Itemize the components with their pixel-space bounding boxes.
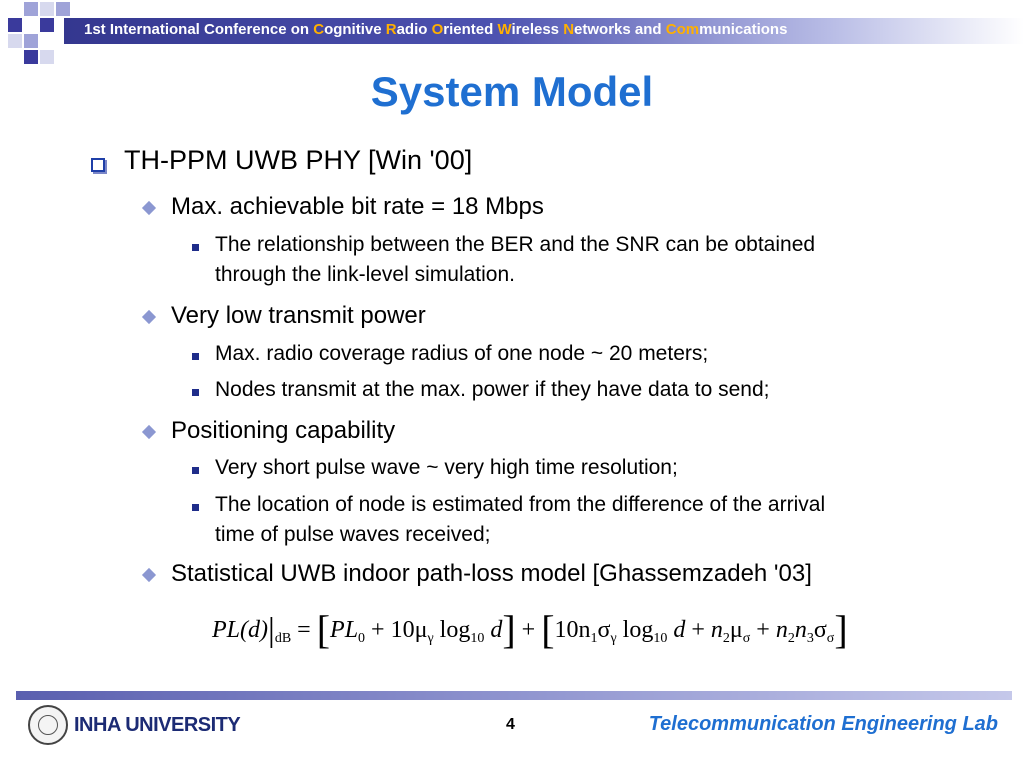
banner-highlight-letter: W bbox=[497, 21, 512, 38]
bullet-transmit-power: Very low transmit power bbox=[171, 302, 426, 329]
slide-title: System Model bbox=[370, 68, 654, 115]
diamond-bullet-icon bbox=[142, 201, 156, 215]
bullet-phy: TH-PPM UWB PHY [Win '00] bbox=[124, 145, 473, 175]
lab-name: Telecommunication Engineering Lab bbox=[648, 713, 998, 735]
deco-square bbox=[8, 18, 22, 32]
square-bullet-icon bbox=[192, 244, 199, 251]
banner-text-segment: ognitive bbox=[324, 21, 386, 38]
bullet-pulse-wave: Very short pulse wave ~ very high time resolution; bbox=[215, 456, 678, 479]
banner-text-segment: etworks and bbox=[574, 21, 666, 38]
banner-text-segment: ireless bbox=[511, 21, 564, 38]
page-number: 4 bbox=[506, 716, 515, 733]
university-seal-icon bbox=[28, 705, 68, 745]
banner-highlight-letter: O bbox=[431, 21, 444, 38]
square-bullet-icon bbox=[192, 389, 199, 396]
square-bullet-icon bbox=[192, 467, 199, 474]
bullet-max-power: Nodes transmit at the max. power if they have data to send; bbox=[215, 378, 770, 401]
deco-square bbox=[24, 2, 38, 16]
hollow-square-bullet-icon bbox=[91, 158, 105, 172]
banner-text-segment: riented bbox=[443, 21, 498, 38]
footer-bar bbox=[16, 691, 1012, 700]
bullet-location: The location of node is estimated from the difference of the arrival bbox=[215, 493, 826, 516]
deco-square bbox=[40, 2, 54, 16]
bullet-bit-rate: Max. achievable bit rate = 18 Mbps bbox=[171, 193, 544, 220]
diamond-bullet-icon bbox=[142, 310, 156, 324]
bullet-ber-snr-cont: through the link-level simulation. bbox=[215, 263, 515, 286]
university-name: INHA UNIVERSITY bbox=[74, 714, 241, 736]
bullet-positioning: Positioning capability bbox=[171, 417, 396, 444]
banner-highlight-letter: R bbox=[385, 21, 397, 38]
banner-highlight-letter: C bbox=[313, 21, 325, 38]
square-bullet-icon bbox=[192, 353, 199, 360]
deco-square bbox=[40, 18, 54, 32]
bullet-ber-snr: The relationship between the BER and the SNR can be obtained bbox=[215, 233, 816, 256]
banner-text-segment: adio bbox=[396, 21, 432, 38]
diamond-bullet-icon bbox=[142, 425, 156, 439]
deco-square bbox=[24, 34, 38, 48]
path-loss-formula: $PL(d)|_{dB} = [PL_0 + 10\mu_\gamma$ $\log_{10} d] + [10n_1\sigma_\gamma$ $\log_{10} d + n_2\mu_\sigma + n_2n_3\sigma_\sigma$] bbox=[212, 607, 848, 652]
banner-highlight-letter: Com bbox=[665, 21, 700, 38]
deco-square bbox=[56, 2, 70, 16]
banner-highlight-letter: N bbox=[563, 21, 575, 38]
deco-square bbox=[8, 34, 22, 48]
diamond-bullet-icon bbox=[142, 568, 156, 582]
banner-text-segment: 1st International Conference on bbox=[84, 21, 314, 38]
conference-title bbox=[84, 21, 787, 38]
deco-square bbox=[24, 50, 38, 64]
bullet-coverage: Max. radio coverage radius of one node ~ 20 meters; bbox=[215, 342, 709, 365]
deco-square bbox=[40, 50, 54, 64]
square-bullet-icon bbox=[192, 504, 199, 511]
bullet-path-loss: Statistical UWB indoor path-loss model [Ghassemzadeh '03] bbox=[171, 560, 812, 587]
bullet-location-cont: time of pulse waves received; bbox=[215, 523, 491, 546]
banner-text-segment: munications bbox=[699, 21, 788, 38]
